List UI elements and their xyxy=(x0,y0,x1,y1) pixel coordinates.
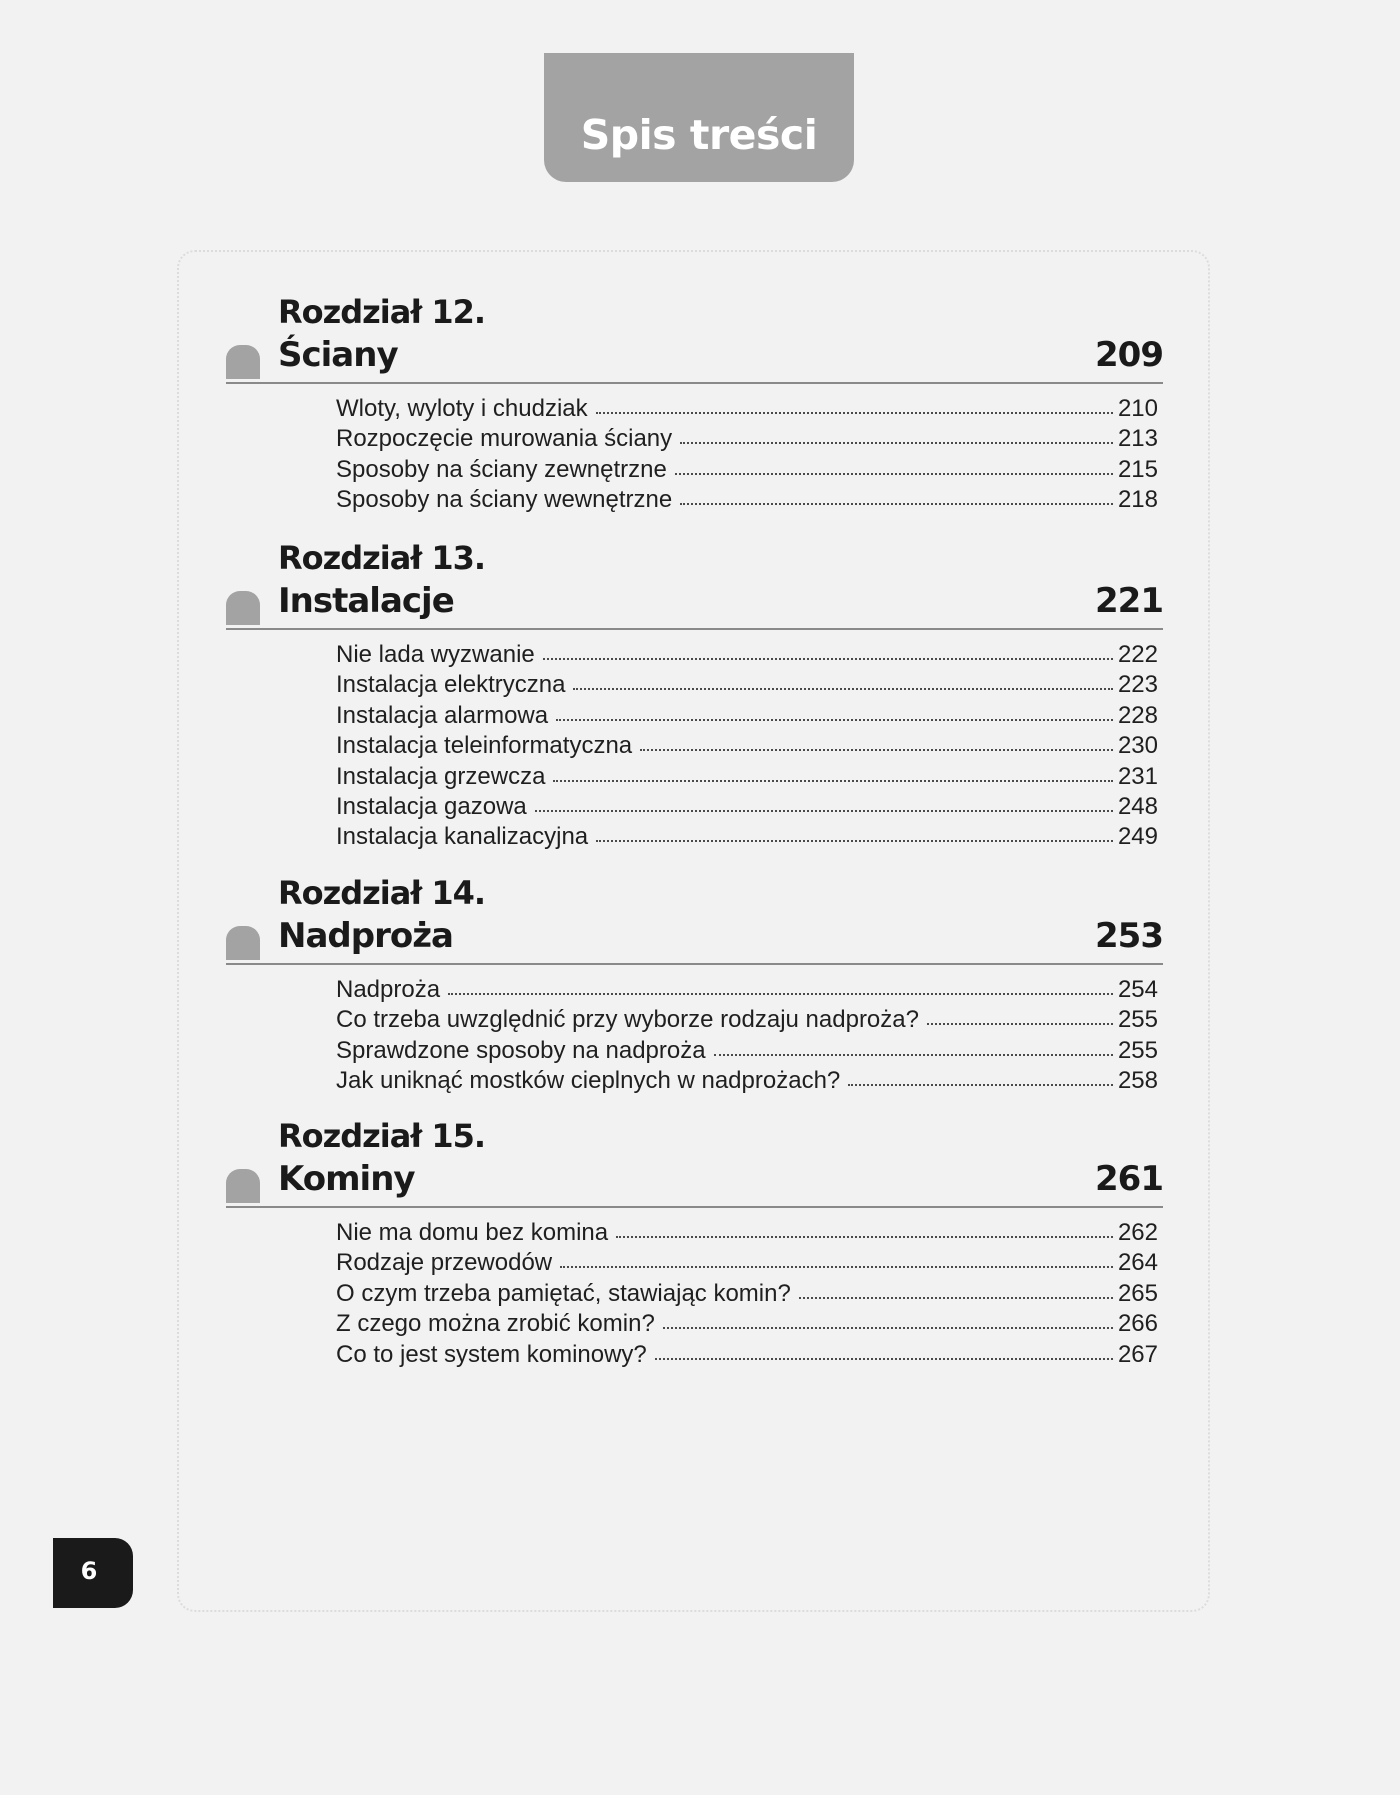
chapter-page-number: 221 xyxy=(1095,581,1163,621)
chapter-title: Instalacje xyxy=(278,581,454,621)
chapter-heading[interactable] xyxy=(226,293,1163,387)
page-title: Spis treści xyxy=(580,111,818,159)
dot-leader xyxy=(556,718,1113,721)
dot-leader xyxy=(714,1053,1113,1056)
toc-entry-list xyxy=(336,395,1158,517)
chapter-number: Rozdział 13. xyxy=(278,539,486,577)
toc-entry[interactable] xyxy=(336,1341,1158,1371)
toc-entry-page: 222 xyxy=(1117,641,1158,668)
toc-entry-list xyxy=(336,976,1158,1098)
chapter-heading[interactable] xyxy=(226,1117,1163,1211)
toc-entry[interactable] xyxy=(336,456,1158,486)
toc-entry-title: Rodzaje przewodów xyxy=(336,1249,553,1277)
chapter-number: Rozdział 15. xyxy=(278,1117,486,1155)
dot-leader xyxy=(640,748,1113,751)
chapter-heading[interactable] xyxy=(226,539,1163,633)
dot-leader xyxy=(655,1357,1113,1360)
dot-leader xyxy=(596,839,1113,842)
chapter-divider xyxy=(226,963,1163,965)
toc-entry-title: Nie lada wyzwanie xyxy=(336,641,535,668)
toc-entry-page: 215 xyxy=(1117,455,1158,483)
toc-entry-title: Rozpoczęcie murowania ściany xyxy=(336,425,673,453)
toc-entry-title: Instalacja kanalizacyjna xyxy=(336,823,589,851)
dot-leader xyxy=(596,411,1113,414)
dot-leader xyxy=(675,472,1113,475)
toc-entry[interactable] xyxy=(336,763,1158,793)
toc-entry-page: 223 xyxy=(1117,671,1158,699)
toc-entry[interactable] xyxy=(336,823,1158,853)
toc-entry[interactable] xyxy=(336,641,1158,671)
chapter-section xyxy=(226,539,1163,854)
chapter-page-number: 253 xyxy=(1095,916,1163,956)
toc-entry-title: Nadproża xyxy=(336,976,441,1003)
dot-leader xyxy=(680,502,1113,505)
toc-entry[interactable] xyxy=(336,486,1158,516)
toc-entry-title: Co to jest system kominowy? xyxy=(336,1340,647,1368)
toc-entry-page: 262 xyxy=(1117,1219,1158,1246)
toc-entry-title: Sposoby na ściany wewnętrzne xyxy=(336,486,673,514)
toc-entry-page: 213 xyxy=(1117,425,1158,453)
toc-entry-title: Z czego można zrobić komin? xyxy=(336,1310,655,1338)
dot-leader xyxy=(680,441,1113,444)
dot-leader xyxy=(799,1296,1113,1299)
toc-entry-page: 249 xyxy=(1117,823,1158,851)
chapter-marker-icon xyxy=(226,926,260,960)
chapter-title: Ściany xyxy=(278,335,398,375)
toc-entry[interactable] xyxy=(336,702,1158,732)
toc-entry-page: 228 xyxy=(1117,701,1158,729)
dot-leader xyxy=(663,1326,1113,1329)
chapter-divider xyxy=(226,1206,1163,1208)
toc-entry-page: 230 xyxy=(1117,732,1158,760)
dot-leader xyxy=(535,809,1113,812)
chapter-number: Rozdział 12. xyxy=(278,293,486,331)
toc-entry-page: 231 xyxy=(1117,762,1158,790)
toc-entry-title: Wloty, wyloty i chudziak xyxy=(336,395,588,422)
chapter-divider xyxy=(226,382,1163,384)
toc-entry[interactable] xyxy=(336,1310,1158,1340)
dot-leader xyxy=(848,1083,1113,1086)
toc-entry-page: 218 xyxy=(1117,486,1158,514)
toc-entry[interactable] xyxy=(336,1037,1158,1067)
chapter-page-number: 209 xyxy=(1095,335,1163,375)
toc-entry-title: Instalacja teleinformatyczna xyxy=(336,732,633,760)
toc-entry-title: Co trzeba uwzględnić przy wyborze rodzaju nadproża? xyxy=(336,1006,919,1034)
dot-leader xyxy=(553,779,1113,782)
toc-entry-page: 265 xyxy=(1117,1279,1158,1307)
toc-entry-page: 210 xyxy=(1117,395,1158,422)
chapter-number: Rozdział 14. xyxy=(278,874,486,912)
toc-entry[interactable] xyxy=(336,1219,1158,1249)
dot-leader xyxy=(927,1022,1113,1025)
page-title-tab xyxy=(544,53,854,182)
toc-entry-title: Instalacja grzewcza xyxy=(336,762,546,790)
page-number: 6 xyxy=(80,1557,98,1585)
toc-entry[interactable] xyxy=(336,425,1158,455)
chapter-marker-icon xyxy=(226,345,260,379)
dot-leader xyxy=(560,1265,1113,1268)
chapter-section xyxy=(226,1117,1163,1371)
page-number-tab xyxy=(53,1538,133,1608)
dot-leader xyxy=(616,1235,1113,1238)
toc-entry-page: 255 xyxy=(1117,1036,1158,1064)
toc-entry[interactable] xyxy=(336,395,1158,425)
toc-entry-title: Jak uniknąć mostków cieplnych w nadprożach? xyxy=(336,1067,841,1095)
toc-entry-title: Sprawdzone sposoby na nadproża xyxy=(336,1036,706,1064)
toc-entry[interactable] xyxy=(336,1280,1158,1310)
toc-entry-title: O czym trzeba pamiętać, stawiając komin? xyxy=(336,1279,791,1307)
dot-leader xyxy=(573,687,1113,690)
toc-entry[interactable] xyxy=(336,671,1158,701)
toc-entry-page: 267 xyxy=(1117,1340,1158,1368)
toc-entry[interactable] xyxy=(336,732,1158,762)
toc-entry[interactable] xyxy=(336,1067,1158,1097)
chapter-heading[interactable] xyxy=(226,874,1163,968)
toc-entry-title: Instalacja alarmowa xyxy=(336,701,549,729)
toc-entry-title: Instalacja elektryczna xyxy=(336,671,566,699)
toc-entry-page: 264 xyxy=(1117,1249,1158,1277)
toc-entry[interactable] xyxy=(336,1006,1158,1036)
toc-entry-title: Instalacja gazowa xyxy=(336,792,527,820)
chapter-marker-icon xyxy=(226,1169,260,1203)
chapter-title: Kominy xyxy=(278,1159,415,1199)
chapter-section xyxy=(226,874,1163,1098)
chapter-marker-icon xyxy=(226,591,260,625)
chapter-divider xyxy=(226,628,1163,630)
toc-entry-page: 255 xyxy=(1117,1006,1158,1034)
chapter-page-number: 261 xyxy=(1095,1159,1163,1199)
toc-entry-list xyxy=(336,1219,1158,1371)
chapter-section xyxy=(226,293,1163,517)
toc-entry-list xyxy=(336,641,1158,854)
toc-entry-title: Nie ma domu bez komina xyxy=(336,1219,609,1246)
toc-entry[interactable] xyxy=(336,976,1158,1006)
toc-entry-page: 248 xyxy=(1117,792,1158,820)
toc-entry-page: 266 xyxy=(1117,1310,1158,1338)
dot-leader xyxy=(543,657,1113,660)
chapter-title: Nadproża xyxy=(278,916,453,956)
toc-entry-page: 258 xyxy=(1117,1067,1158,1095)
dot-leader xyxy=(448,992,1113,995)
toc-entry-page: 254 xyxy=(1117,976,1158,1003)
toc-entry[interactable] xyxy=(336,793,1158,823)
toc-entry-title: Sposoby na ściany zewnętrzne xyxy=(336,455,667,483)
toc-entry[interactable] xyxy=(336,1249,1158,1279)
